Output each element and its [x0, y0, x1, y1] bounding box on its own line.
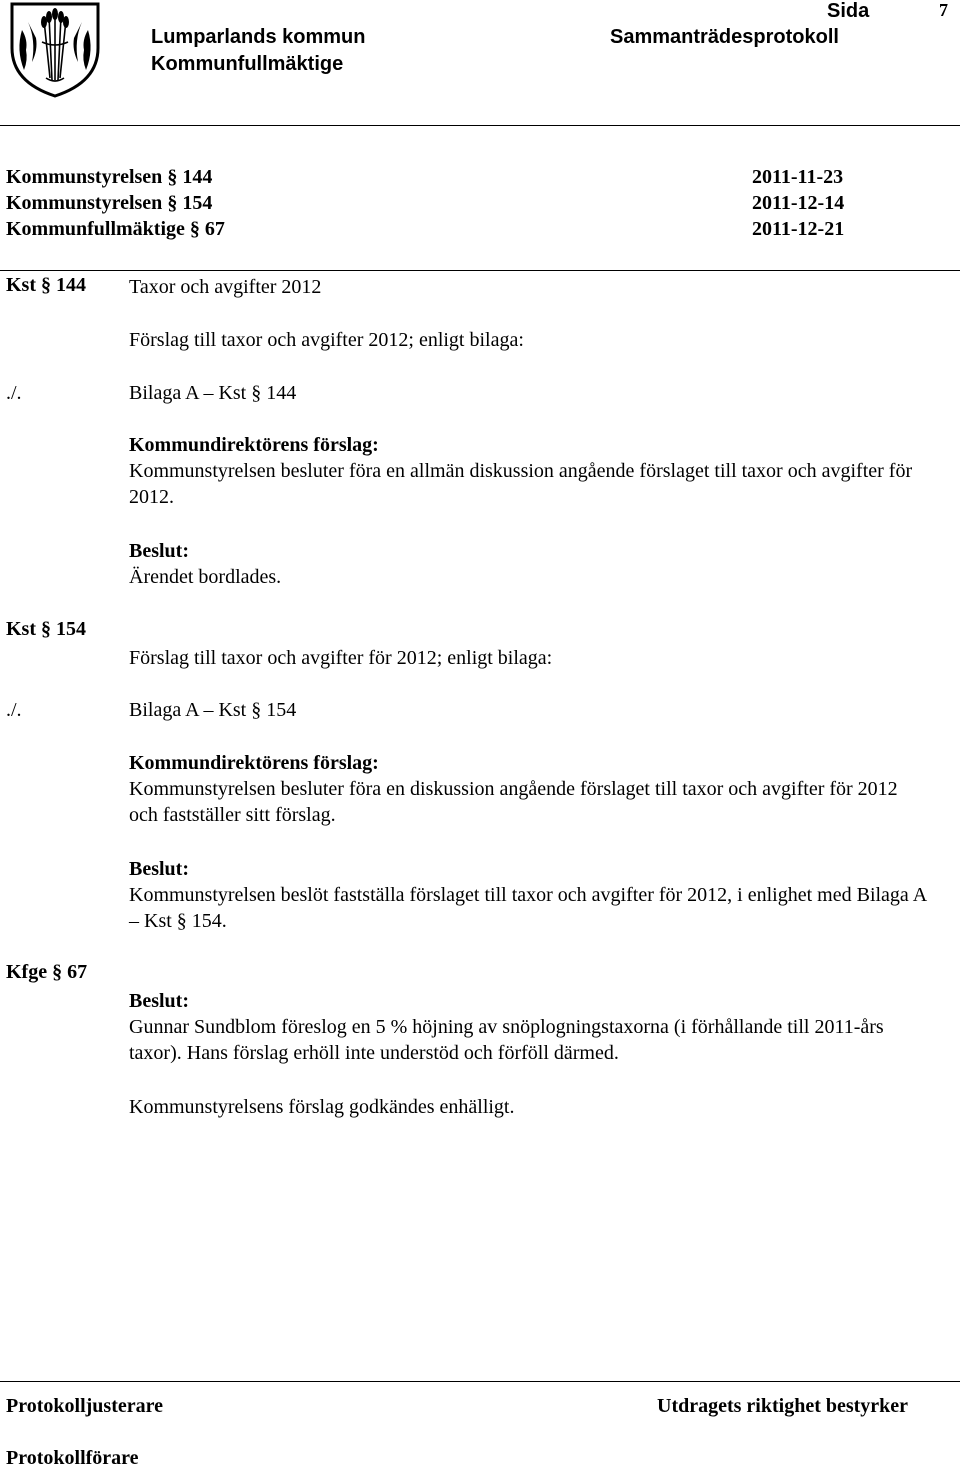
footer-keeper-label: Protokollförare: [6, 1447, 139, 1469]
director-proposal: Kommunstyrelsen besluter föra en diskussion angående förslaget till taxor och avgifter för 2012 och fastställer sitt förslag.: [129, 778, 898, 826]
proposal-text: Förslag till taxor och avgifter 2012; enligt bilaga:: [129, 329, 524, 351]
governing-body: Kommunfullmäktige: [151, 53, 344, 75]
reference-line: Kommunstyrelsen § 144: [6, 166, 213, 188]
reference-date: 2011-12-14: [752, 192, 845, 214]
footer-checker-label: Protokolljusterare: [6, 1395, 164, 1417]
final-decision-text: Kommunstyrelsens förslag godkändes enhälligt.: [129, 1096, 515, 1118]
footer-rule: [0, 1381, 960, 1382]
reference-line: Kommunfullmäktige § 67: [6, 218, 225, 240]
director-heading: Kommundirektörens förslag:: [129, 434, 379, 456]
coat-of-arms-logo: [6, 0, 104, 98]
section-title: Taxor och avgifter 2012: [129, 276, 322, 298]
proposal-text: Förslag till taxor och avgifter för 2012; enligt bilaga:: [129, 647, 553, 669]
decision-heading: Beslut:: [129, 990, 189, 1012]
decision-text: Gunnar Sundblom föreslog en 5 % höjning av snöplogningstaxorna (i förhållande till 2011-års taxor). Hans förslag erhöll inte understöd och förföll därmed.: [129, 1016, 884, 1064]
reference-line: Kommunstyrelsen § 154: [6, 192, 213, 214]
page-label: Sida: [827, 0, 870, 22]
decision-heading: Beslut:: [129, 540, 189, 562]
section-rule: [0, 270, 960, 271]
decision-heading: Beslut:: [129, 858, 189, 880]
page-number: 7: [939, 0, 948, 20]
attachment-ref: Bilaga A – Kst § 144: [129, 382, 297, 404]
reference-date: 2011-12-21: [752, 218, 845, 240]
attachment-mark: ./.: [6, 699, 22, 721]
decision-text: Ärendet bordlades.: [129, 566, 282, 588]
section-label-kfge-67: Kfge § 67: [6, 961, 88, 983]
header-rule: [0, 125, 960, 126]
attachment-ref: Bilaga A – Kst § 154: [129, 699, 297, 721]
director-proposal: Kommunstyrelsen besluter föra en allmän diskussion angående förslaget till taxor och avgifter för 2012.: [129, 460, 913, 508]
decision-text: Kommunstyrelsen beslöt fastställa förslaget till taxor och avgifter för 2012, i enlighet med Bilaga A – Kst § 154.: [129, 884, 927, 932]
document-type: Sammanträdesprotokoll: [610, 26, 839, 48]
footer-verified-label: Utdragets riktighet bestyrker: [657, 1395, 909, 1417]
section-label-kst-144: Kst § 144: [6, 274, 86, 296]
municipality-name: Lumparlands kommun: [151, 26, 366, 48]
attachment-mark: ./.: [6, 382, 22, 404]
section-label-kst-154: Kst § 154: [6, 618, 86, 640]
director-heading: Kommundirektörens förslag:: [129, 752, 379, 774]
reference-date: 2011-11-23: [752, 166, 844, 188]
